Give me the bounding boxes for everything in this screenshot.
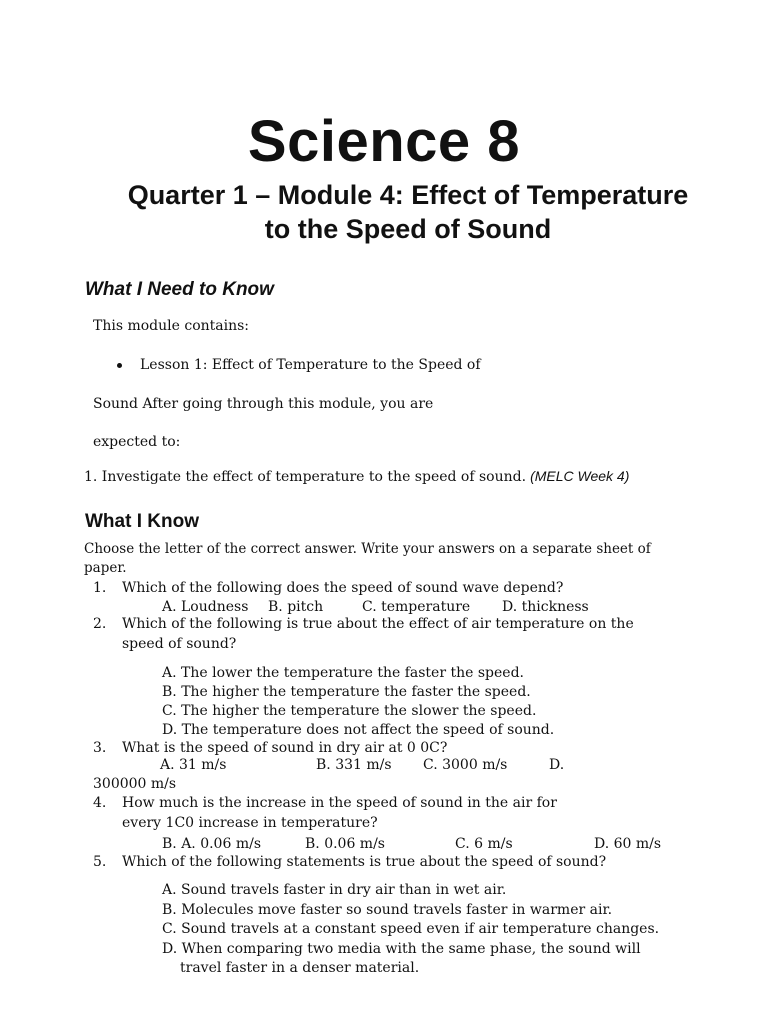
q5-option-c: C. Sound travels at a constant speed even if air temperature changes. xyxy=(162,921,660,937)
question-number: 3. xyxy=(93,740,107,756)
question-4-text-line-2: every 1C0 increase in temperature? xyxy=(122,815,378,831)
instruction-line-1: Choose the letter of the correct answer. Write your answers on a separate sheet of xyxy=(84,541,651,557)
q4-option-a: B. A. 0.06 m/s xyxy=(162,836,261,852)
q1-option-d: D. thickness xyxy=(502,599,589,615)
q4-option-d: D. 60 m/s xyxy=(594,836,662,852)
melc-reference: (MELC Week 4) xyxy=(530,468,630,484)
question-number: 4. xyxy=(93,795,107,811)
module-contains-text: This module contains: xyxy=(93,318,250,334)
q2-option-d: D. The temperature does not affect the speed of sound. xyxy=(162,722,555,738)
q3-option-d: D. xyxy=(549,757,565,773)
objective-text: 1. Investigate the effect of temperature to the speed of sound. xyxy=(84,469,527,485)
module-text-line-2: Sound After going through this module, you are xyxy=(93,396,434,412)
q4-option-c: C. 6 m/s xyxy=(455,836,513,852)
module-title-line-2: to the Speed of Sound xyxy=(264,214,552,244)
module-text-line-3: expected to: xyxy=(93,434,181,450)
q5-option-a: A. Sound travels faster in dry air than in wet air. xyxy=(162,882,507,898)
question-number: 1. xyxy=(93,580,107,596)
q1-option-b: B. pitch xyxy=(268,599,324,615)
q3-option-c: C. 3000 m/s xyxy=(423,757,508,773)
question-4-text-line-1: How much is the increase in the speed of sound in the air for xyxy=(122,795,557,811)
bullet-icon xyxy=(117,363,122,368)
question-1-text: Which of the following does the speed of sound wave depend? xyxy=(122,580,564,596)
question-5-text: Which of the following statements is true about the speed of sound? xyxy=(122,854,607,870)
page-title: Science 8 xyxy=(247,109,521,174)
instruction-line-2: paper. xyxy=(84,560,127,576)
question-2-text-line-1: Which of the following is true about the effect of air temperature on the xyxy=(122,616,634,632)
q5-option-d-line-1: D. When comparing two media with the same phase, the sound will xyxy=(162,941,641,957)
section-heading-need-to-know: What I Need to Know xyxy=(85,279,274,300)
q4-option-b: B. 0.06 m/s xyxy=(305,836,385,852)
lesson-bullet-text: Lesson 1: Effect of Temperature to the Speed of xyxy=(140,357,481,373)
q3-option-b: B. 331 m/s xyxy=(316,757,392,773)
question-number: 5. xyxy=(93,854,107,870)
q1-option-a: A. Loudness xyxy=(162,599,249,615)
section-heading-what-i-know: What I Know xyxy=(85,511,199,532)
objective-line xyxy=(84,468,629,486)
q3-option-a: A. 31 m/s xyxy=(160,757,227,773)
q2-option-c: C. The higher the temperature the slower the speed. xyxy=(162,703,537,719)
q3-option-d-continued: 300000 m/s xyxy=(93,776,177,792)
module-title-line-1: Quarter 1 – Module 4: Effect of Temperature xyxy=(127,180,689,210)
q5-option-b: B. Molecules move faster so sound travels faster in warmer air. xyxy=(162,902,613,918)
q5-option-d-line-2: travel faster in a denser material. xyxy=(180,960,420,976)
question-2-text-line-2: speed of sound? xyxy=(122,636,237,652)
q2-option-b: B. The higher the temperature the faster the speed. xyxy=(162,684,531,700)
question-number: 2. xyxy=(93,616,107,632)
question-3-text: What is the speed of sound in dry air at 0 0C? xyxy=(122,740,448,756)
q1-option-c: C. temperature xyxy=(362,599,471,615)
q2-option-a: A. The lower the temperature the faster the speed. xyxy=(162,665,524,681)
